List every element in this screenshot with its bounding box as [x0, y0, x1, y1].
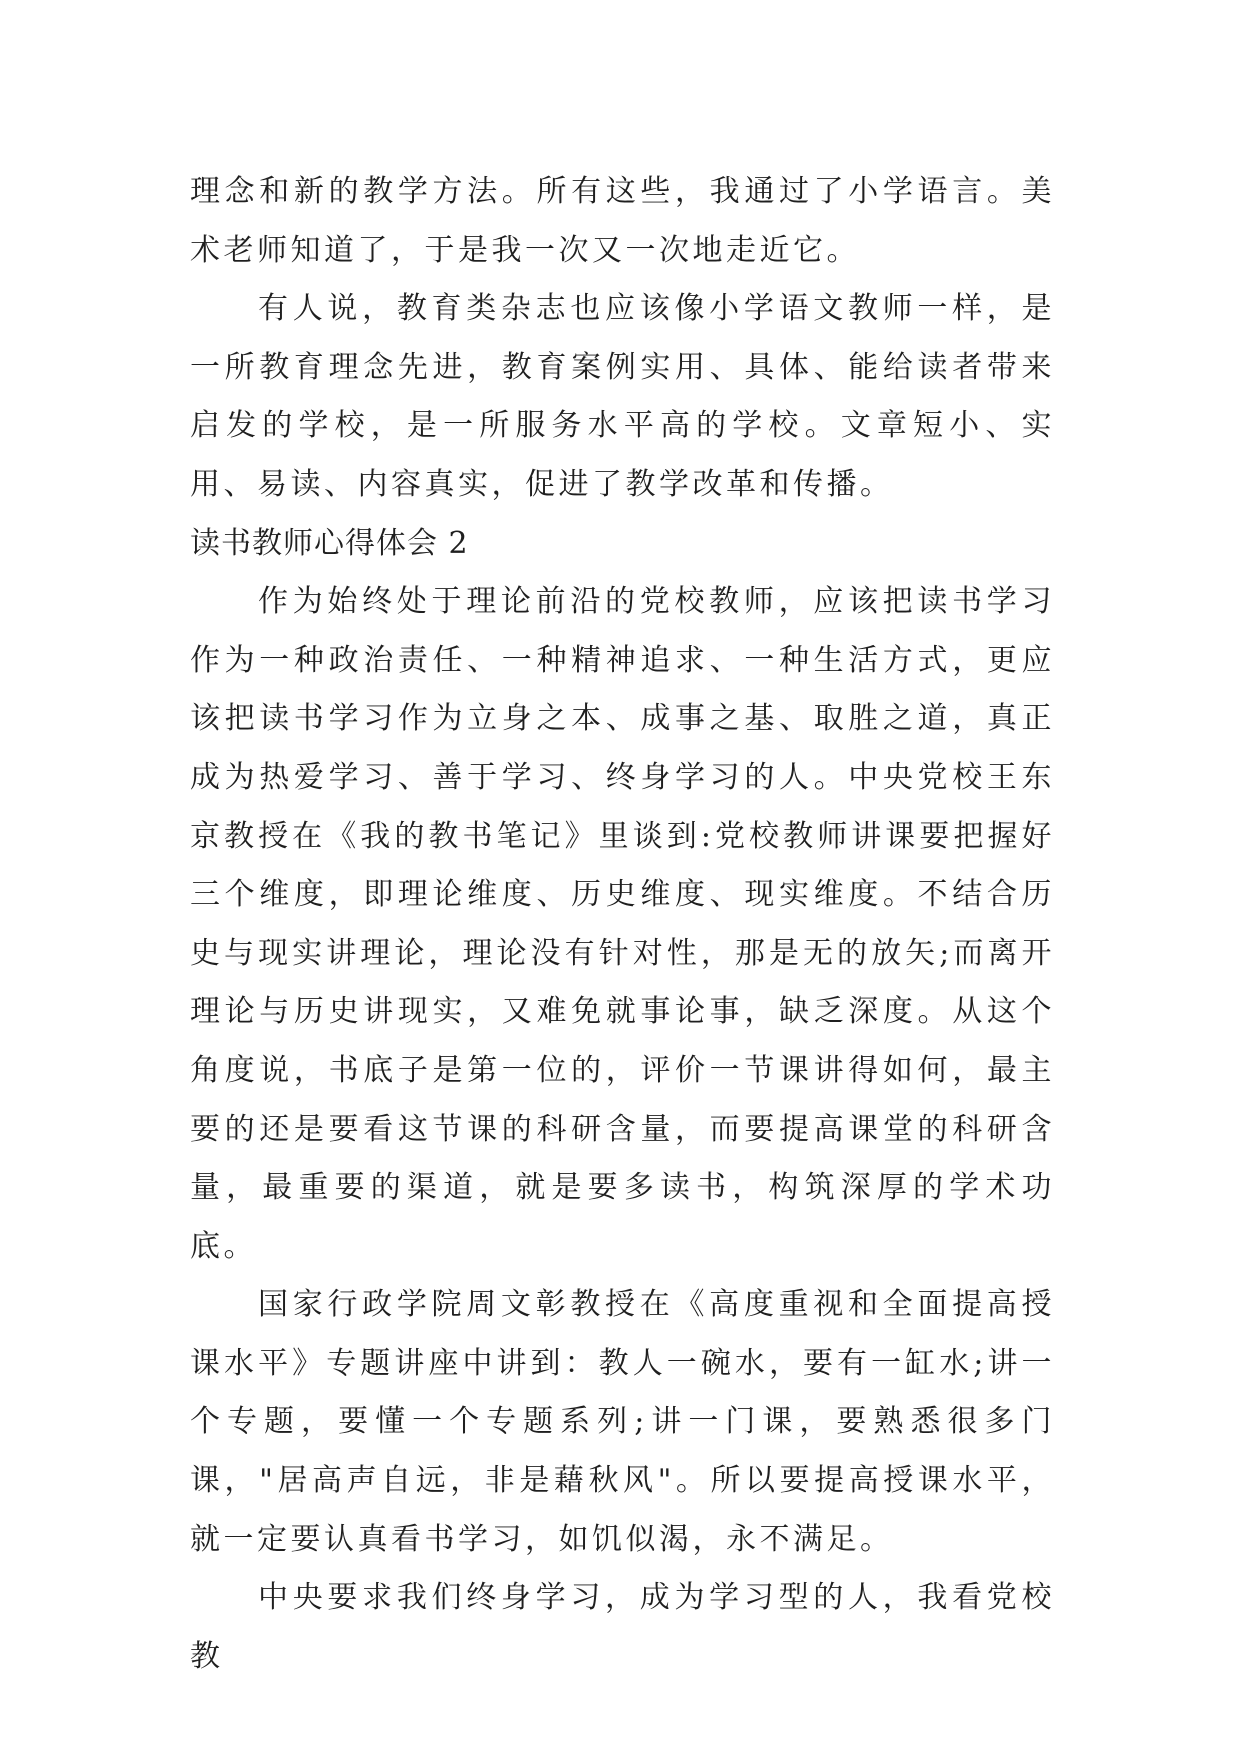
paragraph: 有人说，教育类杂志也应该像小学语文教师一样，是一所教育理念先进，教育案例实用、具体、能给读者带来启发的学校，是一所服务水平高的学校。文章短小、实用、易读、内容真实，促进了教学改革和传播。 [190, 291, 1055, 502]
paragraph: 理念和新的教学方法。所有这些，我通过了小学语言。美术老师知道了，于是我一次又一次地走近它。 [190, 174, 1055, 268]
paragraph: 国家行政学院周文彰教授在《高度重视和全面提高授课水平》专题讲座中讲到：教人一碗水，要有一缸水;讲一个专题，要懂一个专题系列;讲一门课，要熟悉很多门课，"居高声自远，非是藉秋风"。所以要提高授课水平，就一定要认真看书学习，如饥似渴，永不满足。 [190, 1287, 1055, 1557]
paragraph: 作为始终处于理论前沿的党校教师，应该把读书学习作为一种政治责任、一种精神追求、一种生活方式，更应该把读书学习作为立身之本、成事之基、取胜之道，真正成为热爱学习、善于学习、终身学习的人。中央党校王东京教授在《我的教书笔记》里谈到:党校教师讲课要把握好三个维度，即理论维度、历史维度、现实维度。不结合历史与现实讲理论，理论没有针对性，那是无的放矢;而离开理论与历史讲现实，又难免就事论事，缺乏深度。从这个角度说，书底子是第一位的，评价一节课讲得如何，最主要的还是要看这节课的科研含量，而要提高课堂的科研含量，最重要的渠道，就是要多读书，构筑深厚的学术功底。 [190, 584, 1055, 1264]
paragraph: 中央要求我们终身学习，成为学习型的人，我看党校教 [190, 1580, 1055, 1674]
section-heading: 读书教师心得体会 2 [190, 525, 469, 561]
document-body [190, 163, 1055, 1686]
